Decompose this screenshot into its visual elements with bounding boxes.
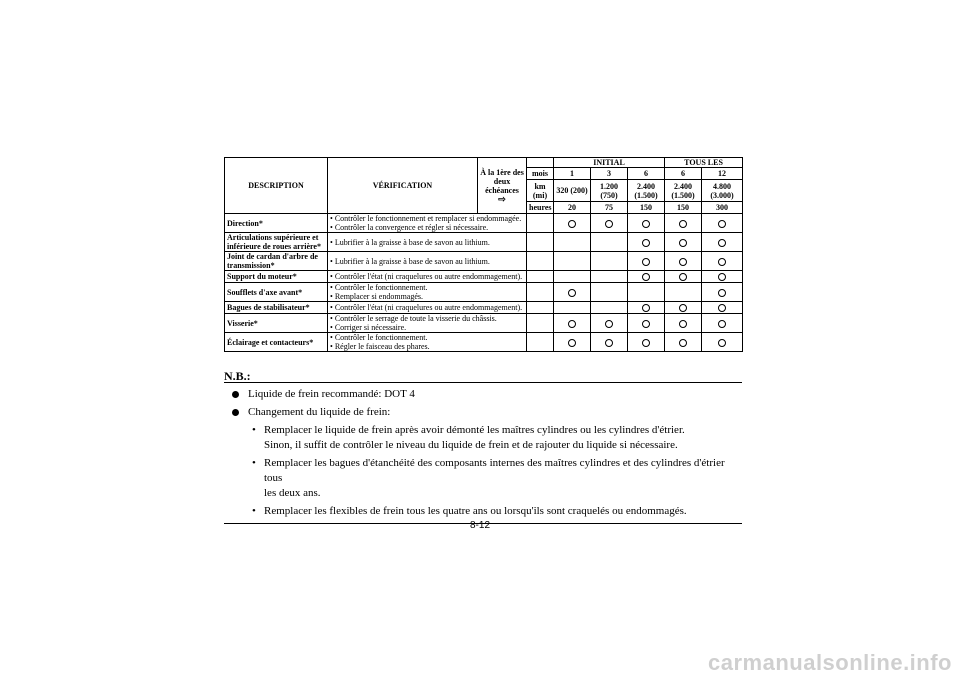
- unit-value: 6: [628, 168, 665, 180]
- verification-line: [330, 314, 524, 323]
- verification-line: [330, 333, 524, 342]
- verification-cell: [328, 271, 527, 283]
- verification-text: Régler le faisceau des phares.: [334, 342, 430, 351]
- circle-mark-icon: [605, 339, 613, 347]
- circle-mark-icon: [718, 304, 726, 312]
- circle-mark-icon: [568, 220, 576, 228]
- verification-cell: [328, 252, 527, 271]
- interval-cell: [591, 302, 628, 314]
- watermark-logo: carmanualsonline.info: [708, 650, 952, 675]
- interval-cell: [591, 283, 628, 302]
- circle-mark-icon: [642, 339, 650, 347]
- circle-mark-icon: [718, 258, 726, 266]
- unit-blank-cell: [527, 214, 554, 233]
- interval-cell: [665, 314, 702, 333]
- bullet-icon: •: [330, 256, 335, 266]
- verification-text: Contrôler le fonctionnement.: [334, 283, 428, 292]
- item-name: Bagues de stabilisateur*: [225, 302, 328, 314]
- circle-mark-icon: [642, 220, 650, 228]
- item-name: Joint de cardan d'arbre de transmission*: [225, 252, 328, 271]
- bullet-icon: •: [252, 424, 256, 436]
- unit-value: 300: [702, 202, 743, 214]
- item-name: Articulations supérieure et inférieure de roues arrière*: [225, 233, 328, 252]
- verification-line: [330, 283, 524, 292]
- bullet-icon: •: [330, 314, 335, 323]
- verification-line: [330, 223, 524, 232]
- sub-item-text: Remplacer les bagues d'étanchéité des composants internes des maîtres cylindres et des cylindres d'étrier tous: [264, 457, 725, 484]
- bullet-icon: •: [330, 214, 335, 223]
- unit-spacer: [527, 158, 554, 168]
- interval-cell: [665, 214, 702, 233]
- verification-cell: [328, 314, 527, 333]
- interval-cell: [628, 314, 665, 333]
- bullet-icon: •: [330, 342, 335, 351]
- unit-value: 1.200 (750): [591, 180, 628, 202]
- bullet-icon: •: [330, 237, 335, 247]
- unit-blank-cell: [527, 252, 554, 271]
- circle-mark-icon: [605, 320, 613, 328]
- interval-cell: [702, 283, 743, 302]
- bullet-icon: •: [252, 457, 256, 469]
- bullet-text: Liquide de frein recommandé: DOT 4: [248, 388, 415, 400]
- nb-section: [224, 370, 742, 524]
- unit-value: 2.400 (1.500): [628, 180, 665, 202]
- circle-mark-icon: [568, 339, 576, 347]
- unit-value: 2.400 (1.500): [665, 180, 702, 202]
- interval-cell: [628, 333, 665, 352]
- verification-line: [330, 323, 524, 332]
- verification-text: Contrôler le fonctionnement et remplacer si endommagée.: [334, 214, 522, 223]
- circle-mark-icon: [679, 304, 687, 312]
- verification-cell: [328, 233, 527, 252]
- circle-mark-icon: [568, 289, 576, 297]
- item-name: Direction*: [225, 214, 328, 233]
- circle-mark-icon: [568, 320, 576, 328]
- table-row: [225, 233, 743, 252]
- table-row: [225, 283, 743, 302]
- table-row: [225, 271, 743, 283]
- interval-cell: [591, 233, 628, 252]
- verification-text: Contrôler l'état (ni craquelures ou autre endommagement).: [334, 272, 523, 281]
- table-header: [225, 158, 743, 214]
- unit-blank-cell: [527, 333, 554, 352]
- verification-cell: [328, 302, 527, 314]
- interval-cell: [591, 314, 628, 333]
- bullet-icon: •: [330, 223, 335, 232]
- verification-text: Contrôler le fonctionnement.: [334, 333, 428, 342]
- interval-cell: [591, 271, 628, 283]
- verification-cell: [328, 283, 527, 302]
- maintenance-table: [224, 157, 743, 352]
- circle-mark-icon: [718, 320, 726, 328]
- interval-cell: [591, 252, 628, 271]
- nb-heading: N.B.:: [224, 370, 742, 383]
- verification-line: [330, 272, 524, 281]
- table-row: [225, 333, 743, 352]
- verification-cell: [328, 333, 527, 352]
- circle-mark-icon: [718, 273, 726, 281]
- bullet-item: [224, 405, 742, 420]
- bullet-icon: •: [330, 272, 335, 281]
- item-name: Soufflets d'axe avant*: [225, 283, 328, 302]
- interval-cell: [554, 283, 591, 302]
- sub-item-text: Remplacer le liquide de frein après avoir démonté les maîtres cylindres ou les cylindres d'étrier.: [264, 424, 685, 436]
- interval-cell: [665, 302, 702, 314]
- table-row: [225, 314, 743, 333]
- verification-text: Contrôler le serrage de toute la visserie du châssis.: [334, 314, 497, 323]
- item-name: Support du moteur*: [225, 271, 328, 283]
- interval-cell: [702, 214, 743, 233]
- unit-label: km (mi): [527, 180, 554, 202]
- bullet-dot-icon: [232, 409, 239, 416]
- unit-value: 6: [665, 168, 702, 180]
- interval-cell: [665, 271, 702, 283]
- sub-item: [224, 423, 742, 453]
- unit-blank-cell: [527, 233, 554, 252]
- first-service-header: [478, 158, 527, 214]
- sub-item: [224, 504, 742, 519]
- verification-text: Remplacer si endommagés.: [334, 292, 424, 301]
- circle-mark-icon: [642, 258, 650, 266]
- table-body: [225, 214, 743, 352]
- circle-mark-icon: [718, 220, 726, 228]
- every-header: TOUS LES: [665, 158, 743, 168]
- unit-value: 3: [591, 168, 628, 180]
- interval-cell: [702, 302, 743, 314]
- arrow-right-icon: ⇨: [498, 193, 506, 204]
- unit-value: 75: [591, 202, 628, 214]
- unit-value: 20: [554, 202, 591, 214]
- interval-cell: [665, 233, 702, 252]
- interval-cell: [665, 333, 702, 352]
- verification-line: [330, 303, 524, 312]
- verification-line: [330, 257, 524, 266]
- interval-cell: [628, 283, 665, 302]
- interval-cell: [554, 333, 591, 352]
- verification-text: Contrôler l'état (ni craquelures ou autre endommagement).: [334, 303, 523, 312]
- sub-item: [224, 456, 742, 501]
- interval-cell: [628, 233, 665, 252]
- interval-cell: [554, 302, 591, 314]
- interval-cell: [628, 252, 665, 271]
- unit-blank-cell: [527, 283, 554, 302]
- bullet-icon: •: [330, 283, 335, 292]
- interval-cell: [702, 333, 743, 352]
- interval-cell: [628, 302, 665, 314]
- unit-value: 1: [554, 168, 591, 180]
- verification-line: [330, 238, 524, 247]
- item-name: Éclairage et contacteurs*: [225, 333, 328, 352]
- unit-blank-cell: [527, 314, 554, 333]
- item-name: Visserie*: [225, 314, 328, 333]
- sub-item-text: Remplacer les flexibles de frein tous les quatre ans ou lorsqu'ils sont craquelés ou endommagés.: [264, 505, 687, 517]
- bullet-item: [224, 387, 742, 402]
- table-row: [225, 302, 743, 314]
- verification-text: Lubrifier à la graisse à base de savon au lithium.: [334, 256, 490, 266]
- table-row: [225, 214, 743, 233]
- circle-mark-icon: [718, 239, 726, 247]
- unit-value: 320 (200): [554, 180, 591, 202]
- page-number: 8-12: [469, 520, 490, 531]
- verification-line: [330, 342, 524, 351]
- interval-cell: [591, 333, 628, 352]
- circle-mark-icon: [679, 258, 687, 266]
- sub-item-text: Sinon, il suffit de contrôler le niveau du liquide de frein et de rajouter du liquide si nécessaire.: [264, 439, 678, 451]
- bullet-text: Changement du liquide de frein:: [248, 406, 391, 418]
- circle-mark-icon: [679, 320, 687, 328]
- verification-cell: [328, 214, 527, 233]
- interval-cell: [591, 214, 628, 233]
- circle-mark-icon: [642, 304, 650, 312]
- circle-mark-icon: [679, 239, 687, 247]
- bullet-icon: •: [330, 333, 335, 342]
- circle-mark-icon: [679, 273, 687, 281]
- unit-blank-cell: [527, 302, 554, 314]
- circle-mark-icon: [679, 339, 687, 347]
- unit-value: 4.800 (3.000): [702, 180, 743, 202]
- unit-value: 12: [702, 168, 743, 180]
- bullet-icon: •: [252, 505, 256, 517]
- interval-cell: [554, 271, 591, 283]
- circle-mark-icon: [605, 220, 613, 228]
- interval-cell: [702, 314, 743, 333]
- verification-line: [330, 292, 524, 301]
- circle-mark-icon: [642, 239, 650, 247]
- first-service-label: À la 1ère des deux échéances: [480, 167, 524, 195]
- verification-text: Lubrifier à la graisse à base de savon au lithium.: [334, 237, 490, 247]
- unit-blank-cell: [527, 271, 554, 283]
- interval-cell: [702, 252, 743, 271]
- bullet-icon: •: [330, 323, 335, 332]
- description-header: DESCRIPTION: [225, 158, 328, 214]
- interval-cell: [702, 233, 743, 252]
- bullet-dot-icon: [232, 391, 239, 398]
- unit-value: 150: [628, 202, 665, 214]
- unit-label: heures: [527, 202, 554, 214]
- circle-mark-icon: [718, 339, 726, 347]
- interval-cell: [628, 214, 665, 233]
- interval-cell: [554, 214, 591, 233]
- interval-cell: [554, 252, 591, 271]
- verification-line: [330, 214, 524, 223]
- table-row: [225, 252, 743, 271]
- sub-item-list: [224, 423, 742, 519]
- interval-cell: [665, 252, 702, 271]
- verification-header: VÉRIFICATION: [328, 158, 478, 214]
- verification-text: Contrôler la convergence et régler si nécessaire.: [334, 223, 489, 232]
- circle-mark-icon: [642, 273, 650, 281]
- unit-label: mois: [527, 168, 554, 180]
- interval-cell: [665, 283, 702, 302]
- bullet-icon: •: [330, 292, 335, 301]
- unit-value: 150: [665, 202, 702, 214]
- interval-cell: [702, 271, 743, 283]
- bullet-icon: •: [330, 303, 335, 312]
- circle-mark-icon: [679, 220, 687, 228]
- sub-item-text: les deux ans.: [264, 487, 321, 499]
- initial-header: INITIAL: [554, 158, 665, 168]
- circle-mark-icon: [718, 289, 726, 297]
- circle-mark-icon: [642, 320, 650, 328]
- interval-cell: [554, 314, 591, 333]
- interval-cell: [554, 233, 591, 252]
- interval-cell: [628, 271, 665, 283]
- verification-text: Corriger si nécessaire.: [334, 323, 407, 332]
